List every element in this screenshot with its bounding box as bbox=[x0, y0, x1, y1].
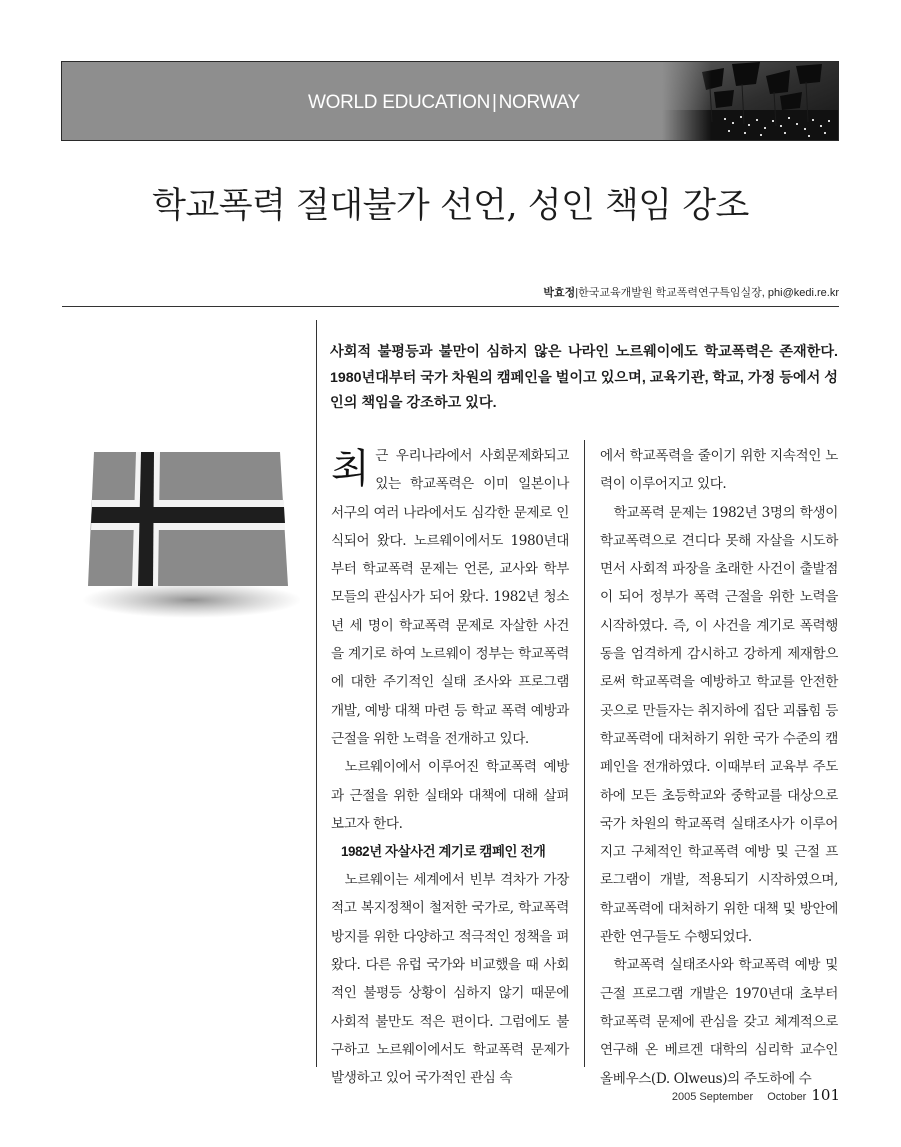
drop-cap: 최 bbox=[331, 446, 370, 492]
column-rule-middle bbox=[584, 440, 585, 1067]
column-rule-left bbox=[316, 320, 317, 1067]
banner-photo bbox=[662, 62, 838, 140]
section-heading: 1982년 자살사건 계기로 캠페인 전개 bbox=[341, 844, 546, 860]
body-paragraph bbox=[331, 442, 569, 753]
byline bbox=[543, 284, 839, 300]
paragraph-text: 근 우리나라에서 사회문제화되고 있는 학교폭력은 이미 일본이나 서구의 여러 나라에서도 심각한 문제로 인식되어 왔다. 노르웨이에서도 1980년대부터 학교폭력 문제는 언론, 교사와 학부모들의 관심사가 되어 왔다. 1982년 청소년 세 명이 학교폭력 문제로 자살한 사건을 계기로 하여 노르웨이 정부는 학교폭력에 대한 주기적인 실태 조사와 프로그램 개발, 예방 대책 마련 등 학교 폭력 예방과 근절을 위한 노력을 전개하고 있다. bbox=[331, 448, 569, 747]
author-name: 박효정 bbox=[543, 287, 576, 299]
byline-separator: | bbox=[575, 287, 579, 299]
article-title: 학교폭력 절대불가 선언, 성인 책임 강조 bbox=[152, 186, 749, 226]
issue-month-2: October bbox=[767, 1091, 807, 1103]
body-paragraph: 에서 학교폭력을 줄이기 위한 지속적인 노력이 이루어지고 있다. bbox=[600, 448, 838, 493]
author-affiliation: 한국교육개발원 학교폭력연구특임실장, phi@kedi.re.kr bbox=[578, 287, 839, 299]
section-banner bbox=[61, 61, 839, 141]
body-paragraph: 노르웨이에서 이루어진 학교폭력 예방과 근절을 위한 실태와 대책에 대해 살펴보고자 한다. bbox=[331, 759, 569, 832]
body-paragraph: 학교폭력 실태조사와 학교폭력 예방 및 근절 프로그램 개발은 1970년대 초부터 학교폭력 문제에 관심을 갖고 체계적으로 연구해 온 베르겐 대학의 심리학 교수인 올베우스(D. Olweus)의 주도하에 수 bbox=[600, 957, 838, 1087]
lead-paragraph: 사회적 불평등과 불만이 심하지 않은 나라인 노르웨이에도 학교폭력은 존재한다. 1980년대부터 국가 차원의 캠페인을 벌이고 있으며, 교육기관, 학교, 가정 등에서 성인의 책임을 강조하고 있다. bbox=[330, 344, 838, 411]
article-column-right bbox=[600, 442, 838, 1093]
section-name: WORLD EDUCATION bbox=[308, 92, 490, 113]
page-footer bbox=[672, 1086, 840, 1104]
article-column-left bbox=[331, 442, 569, 1093]
issue-month-1: 2005 September bbox=[671, 1091, 754, 1103]
section-separator: | bbox=[491, 92, 497, 113]
header-rule bbox=[62, 306, 839, 307]
body-paragraph: 학교폭력 문제는 1982년 3명의 학생이 학교폭력으로 견디다 못해 자살을 시도하면서 사회적 파장을 초래한 사건이 출발점이 되어 정부가 폭력 근절을 위한 노력을 시작하였다. 즉, 이 사건을 계기로 폭력행동을 엄격하게 감시하고 강하게 제재함으로써 학교폭력을 예방하고 학교를 안전한 곳으로 만들자는 취지하에 집단 괴롭힘 등 학교폭력에 대처하기 위한 국가 수준의 캠페인을 전개하였다. 이때부터 교육부 주도하에 모든 초등학교와 중학교를 대상으로 국가 차원의 학교폭력 실태조사가 이루어지고 구체적인 학교폭력 예방 및 근절 프로그램이 개발, 적용되기 시작하였으며, 학교폭력에 대처하기 위한 대책 및 방안에 관한 연구들도 수행되었다. bbox=[600, 504, 838, 946]
section-label bbox=[308, 92, 580, 114]
body-paragraph: 노르웨이는 세계에서 빈부 격차가 가장 적고 복지정책이 철저한 국가로, 학교폭력 방지를 위한 다양하고 적극적인 정책을 펴왔다. 다른 유럽 국가와 비교했을 때 사회적인 불평등 상황이 심하지 않기 때문에 사회적 불만도 적은 편이다. 그럼에도 불구하고 노르웨이에서도 학교폭력 문제가 발생하고 있어 국가적인 관심 속 bbox=[331, 872, 569, 1087]
country-name: NORWAY bbox=[498, 92, 580, 113]
norway-flag-illustration bbox=[80, 448, 300, 628]
page-number: 101 bbox=[811, 1086, 840, 1104]
